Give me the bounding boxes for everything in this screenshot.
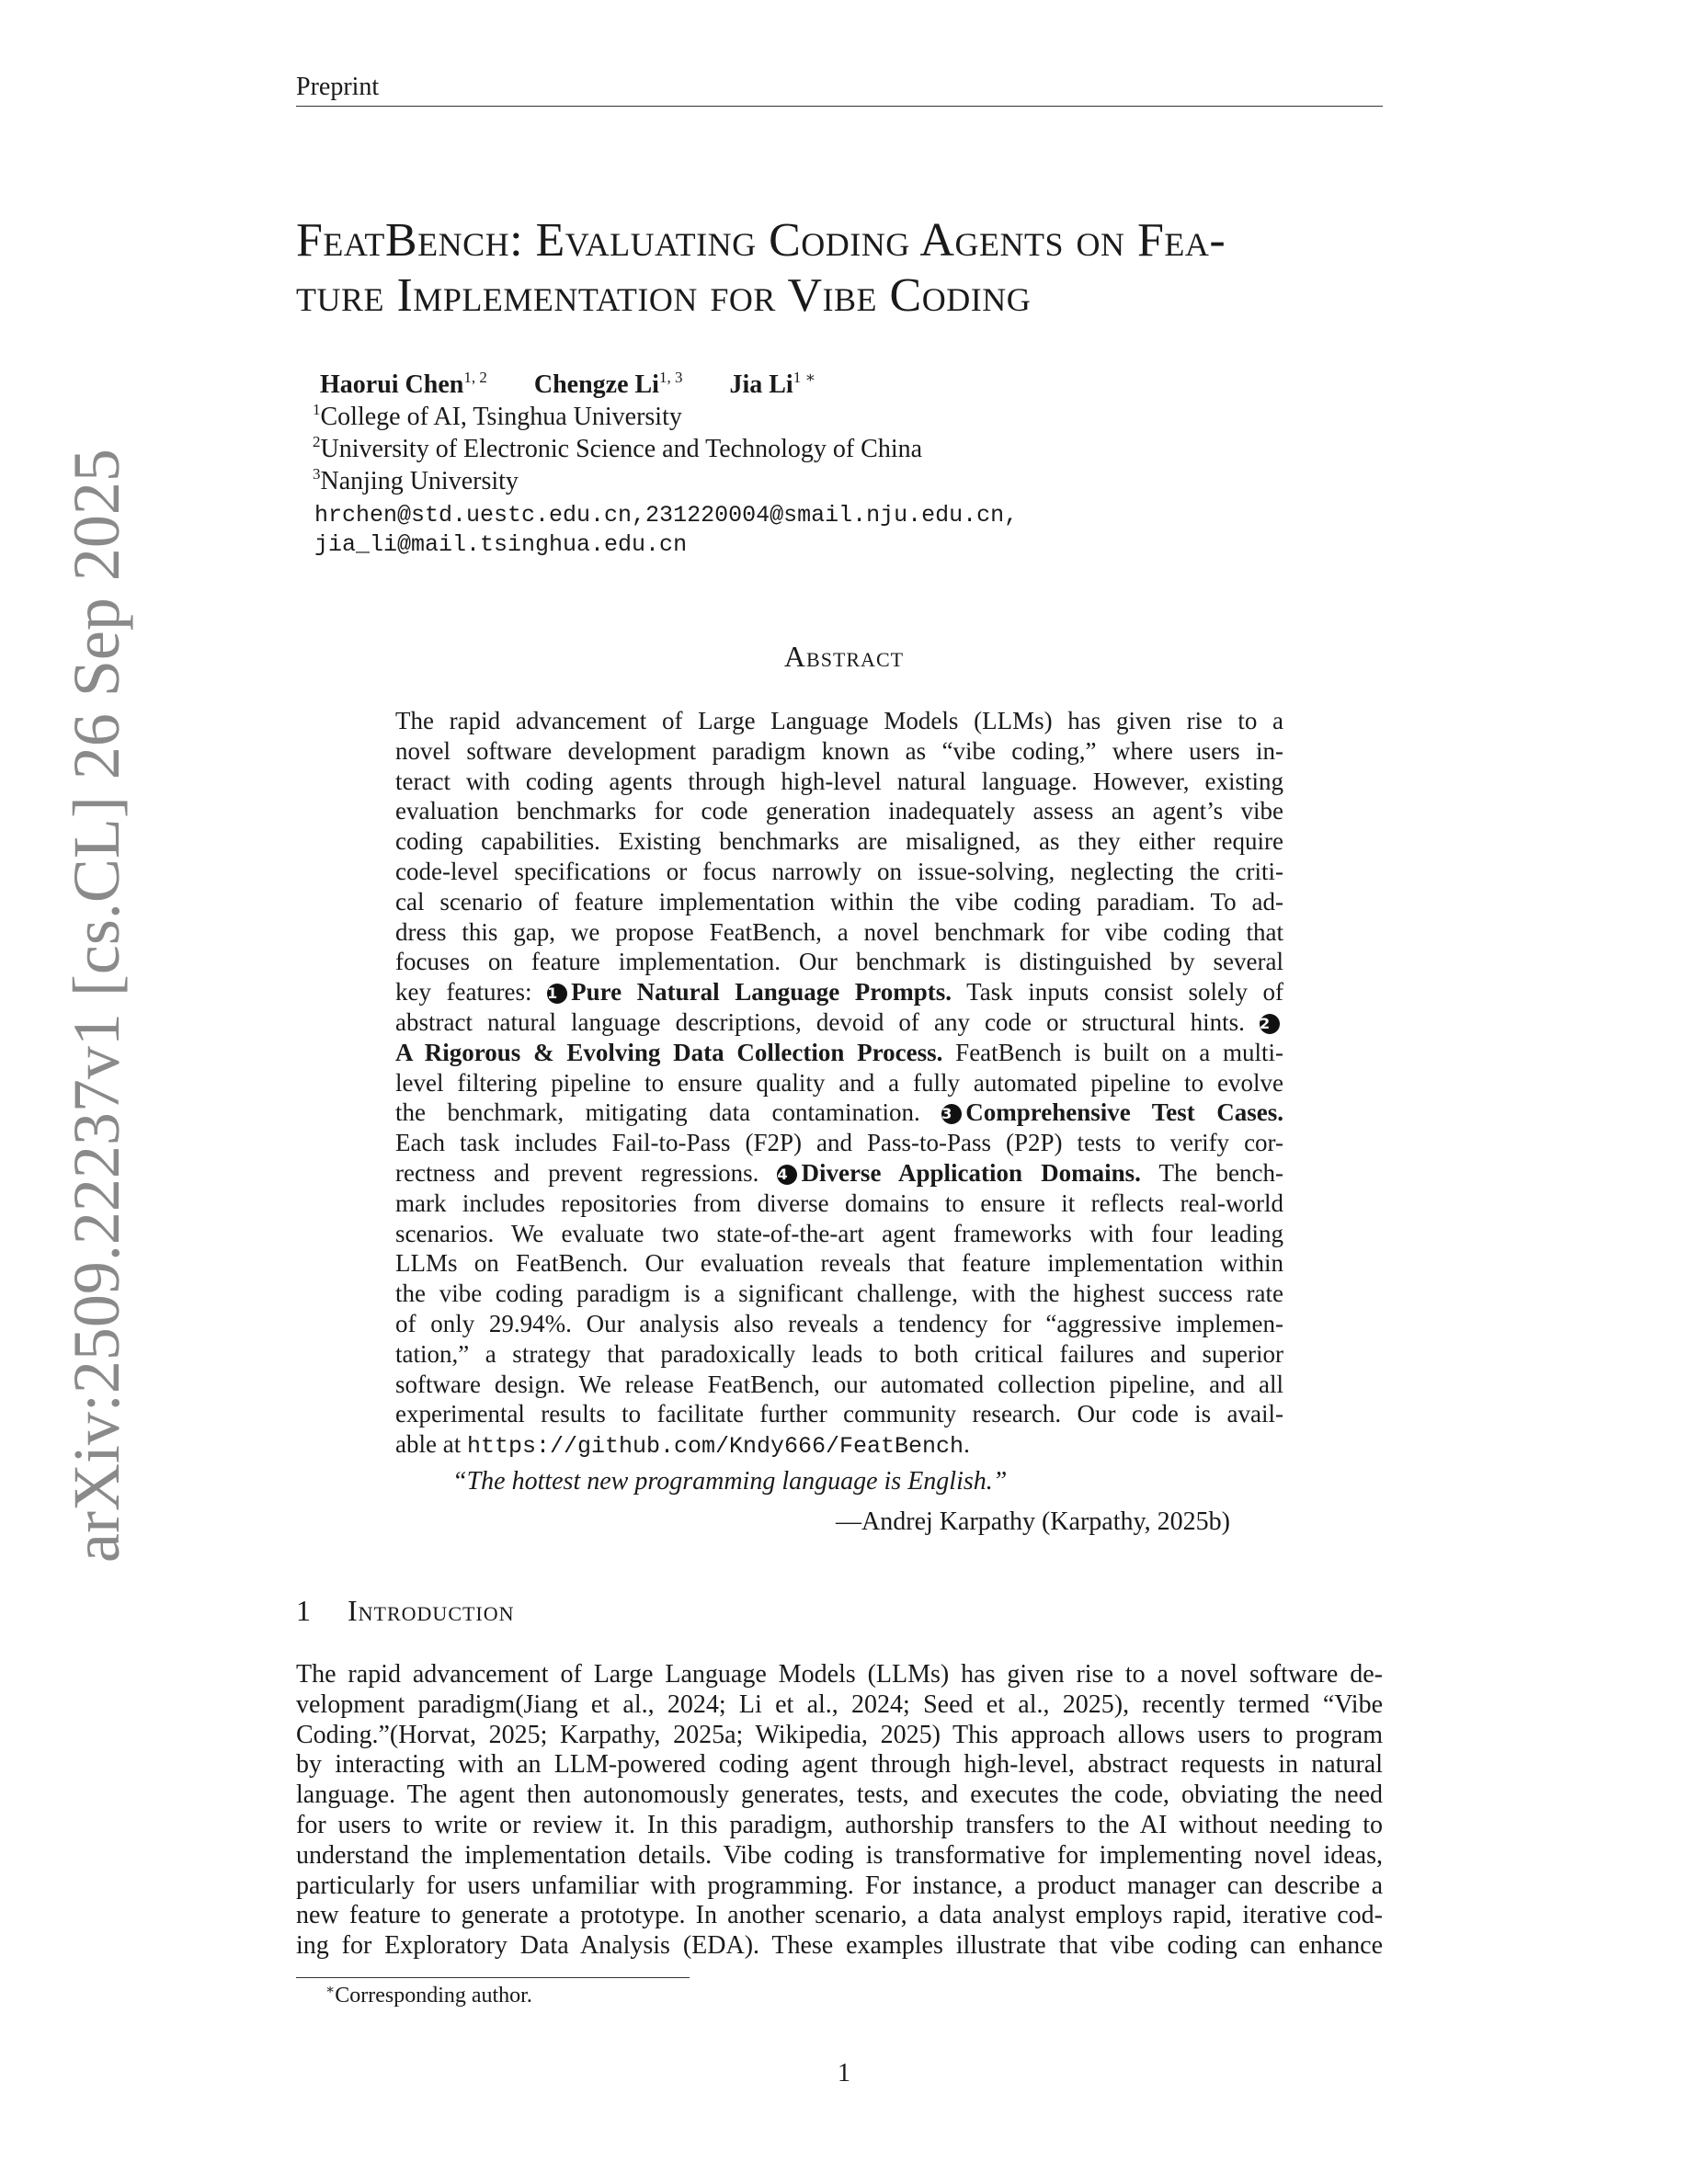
intro-line: Coding.”(Horvat, 2025; Karpathy, 2025a; Wikipedia, 2025) This approach allows users to program — [296, 1720, 1383, 1749]
abstract-line: the vibe coding paradigm is a significant challenge, with the highest success rate — [395, 1280, 1283, 1308]
intro-paragraph — [296, 1660, 1383, 1962]
author-name: Jia Li — [729, 370, 793, 399]
author — [534, 370, 683, 401]
footnote-text: Corresponding author. — [335, 1984, 532, 2008]
author-affil-mark: 1, 2 — [463, 369, 487, 386]
intro-line: new feature to generate a prototype. In another scenario, a data analyst employs rapid, iterative cod- — [296, 1901, 1383, 1930]
feature-title: Comprehensive Test Cases. — [965, 1098, 1283, 1127]
text-span: . — [964, 1430, 970, 1459]
abstract-line: Each task includes Fail-to-Pass (F2P) and Pass-to-Pass (P2P) tests to verify cor- — [395, 1129, 1283, 1157]
intro-line: particularly for users unfamiliar with programming. For instance, a product manager can describe a — [296, 1871, 1383, 1900]
author-name: Chengze Li — [533, 370, 659, 399]
abstract-line: focuses on feature implementation. Our benchmark is distinguished by several — [395, 948, 1283, 976]
section-number: 1 — [296, 1594, 311, 1627]
feature-title: Pure Natural Language Prompts. — [571, 978, 952, 1007]
epigraph-attribution: —Andrej Karpathy (Karpathy, 2025b) — [836, 1507, 1230, 1536]
author — [320, 370, 487, 401]
affiliation-text: University of Electronic Science and Technology of China — [320, 435, 923, 463]
author-name: Haorui Chen — [320, 370, 464, 399]
author-list — [320, 370, 856, 401]
abstract-heading: Abstract — [783, 640, 905, 673]
abstract-line: coding capabilities. Existing benchmarks are misaligned, as they either require — [395, 827, 1283, 856]
text-span: abstract natural language descriptions, devoid of any code or structural hints. — [395, 1007, 1245, 1036]
feature-title: A Rigorous & Evolving Data Collection Process. — [395, 1038, 943, 1066]
title-line-1: FeatBench: Evaluating Coding Agents on Fea- — [296, 214, 1226, 267]
arxiv-stamp: arXiv:2509.22237v1 [cs.CL] 26 Sep 2025 — [60, 449, 133, 1563]
abstract-line — [395, 1158, 1283, 1189]
section-heading — [296, 1594, 515, 1628]
epigraph-quote: “The hottest new programming language is English.” — [452, 1467, 1008, 1496]
numbered-bullet-icon: 3 — [941, 1104, 962, 1124]
running-header: Preprint — [296, 72, 1383, 107]
abstract-line: evaluation benchmarks for code generation inadequately assess an agent’s vibe — [395, 797, 1283, 825]
author — [729, 370, 815, 401]
abstract-line: level filtering pipeline to ensure quality and a fully automated pipeline to evolve — [395, 1068, 1283, 1097]
abstract-line: teract with coding agents through high-level natural language. However, existing — [395, 767, 1283, 795]
abstract-line: mark includes repositories from diverse domains to ensure it reflects real-world — [395, 1189, 1283, 1217]
intro-line: velopment paradigm(Jiang et al., 2024; Li et al., 2024; Seed et al., 2025), recently termed “Vibe — [296, 1689, 1383, 1719]
text-span: key features: — [395, 978, 532, 1007]
text-span: the benchmark, mitigating data contamination. — [395, 1098, 920, 1127]
text-span: able at — [395, 1430, 462, 1459]
abstract-line: cal scenario of feature implementation within the vibe coding paradiam. To ad- — [395, 887, 1283, 916]
abstract-line: dress this gap, we propose FeatBench, a novel benchmark for vibe coding that — [395, 917, 1283, 946]
intro-line: The rapid advancement of Large Language Models (LLMs) has given rise to a novel software de- — [296, 1660, 1383, 1689]
text-span: The bench- — [1158, 1158, 1283, 1187]
text-span: rectness and prevent regressions. — [395, 1158, 759, 1187]
email-line-1: hrchen@std.uestc.edu.cn,231220004@smail.nju.edu.cn, — [314, 502, 1019, 529]
abstract-line: software design. We release FeatBench, our automated collection pipeline, and all — [395, 1370, 1283, 1398]
footnote-mark: ∗ — [325, 1983, 336, 1997]
feature-title: Diverse Application Domains. — [801, 1158, 1141, 1187]
affiliation-text: Nanjing University — [320, 467, 519, 495]
affiliation-text: College of AI, Tsinghua University — [320, 403, 682, 431]
abstract-line: novel software development paradigm known as “vibe coding,” where users in- — [395, 736, 1283, 765]
section-title: Introduction — [348, 1594, 515, 1627]
numbered-bullet-icon: 1 — [547, 984, 567, 1004]
text-span: Task inputs consist solely of — [966, 978, 1284, 1007]
abstract-line: tation,” a strategy that paradoxically leads to both critical failures and superior — [395, 1339, 1283, 1368]
affiliation — [313, 434, 922, 465]
code-url-link[interactable]: https://github.com/Kndy666/FeatBench — [466, 1433, 964, 1461]
affiliation-mark: 1 — [313, 401, 321, 418]
text-span: FeatBench is built on a multi- — [955, 1038, 1283, 1066]
abstract-line: experimental results to facilitate further community research. Our code is avail- — [395, 1400, 1283, 1428]
abstract-line — [395, 1007, 1283, 1038]
abstract-line — [395, 1038, 1283, 1068]
footnote — [325, 1984, 532, 2008]
intro-line: ing for Exploratory Data Analysis (EDA). These examples illustrate that vibe coding can enhance — [296, 1931, 1383, 1961]
abstract-line — [395, 1429, 1283, 1460]
affiliation-mark: 2 — [313, 433, 321, 450]
abstract-line: The rapid advancement of Large Language Models (LLMs) has given rise to a — [395, 707, 1283, 734]
abstract-line: of only 29.94%. Our analysis also reveals a tendency for “aggressive implemen- — [395, 1309, 1283, 1337]
intro-line: understand the implementation details. Vibe coding is transformative for implementing novel ideas, — [296, 1840, 1383, 1870]
intro-line: language. The agent then autonomously generates, tests, and executes the code, obviating the need — [296, 1780, 1383, 1810]
author-affil-mark: 1, 3 — [658, 369, 683, 386]
affiliation — [313, 402, 682, 433]
paper-title — [296, 213, 1390, 324]
abstract-line: LLMs on FeatBench. Our evaluation reveals that feature implementation within — [395, 1249, 1283, 1278]
abstract-line — [395, 977, 1283, 1007]
affiliation — [313, 466, 519, 497]
author-affil-mark: 1 ∗ — [793, 369, 816, 386]
footnote-divider — [296, 1977, 690, 1978]
affiliation-mark: 3 — [313, 465, 321, 483]
intro-line: by interacting with an LLM-powered coding agent through high-level, abstract requests in natural — [296, 1750, 1383, 1780]
numbered-bullet-icon: 4 — [777, 1165, 797, 1185]
title-line-2: ture Implementation for Vibe Coding — [296, 269, 1032, 322]
abstract-line: scenarios. We evaluate two state-of-the-art agent frameworks with four leading — [395, 1219, 1283, 1247]
intro-line: for users to write or review it. In this paradigm, authorship transfers to the AI without needing to — [296, 1810, 1383, 1839]
abstract-line: code-level specifications or focus narrowly on issue-solving, neglecting the criti- — [395, 857, 1283, 885]
email-line-2: jia_li@mail.tsinghua.edu.cn — [314, 531, 688, 558]
numbered-bullet-icon: 2 — [1260, 1014, 1280, 1034]
abstract-body — [395, 706, 1283, 1460]
page-number: 1 — [838, 2059, 850, 2087]
abstract-line — [395, 1098, 1283, 1128]
